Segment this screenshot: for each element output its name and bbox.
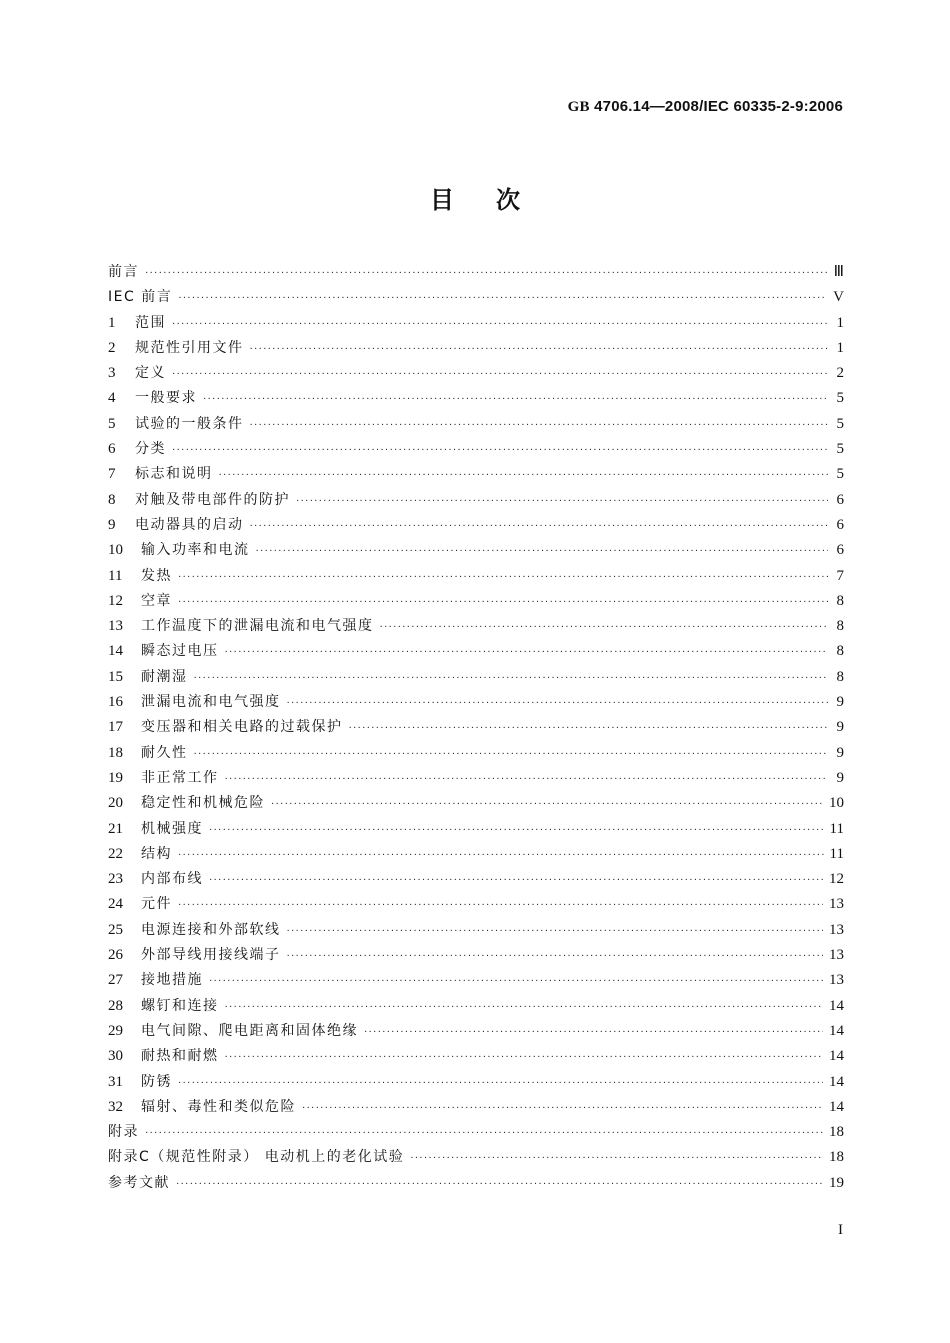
toc-dot-leader bbox=[209, 825, 824, 836]
toc-entry[interactable] bbox=[108, 438, 844, 463]
toc-dot-leader bbox=[302, 1103, 823, 1114]
toc-entry-page: 6 bbox=[836, 491, 844, 508]
toc-entry[interactable] bbox=[108, 514, 844, 539]
toc-entry-number: 7 bbox=[108, 466, 116, 483]
toc-entry-page: 18 bbox=[829, 1124, 844, 1141]
toc-entry-label: 内部布线 bbox=[141, 871, 203, 888]
toc-entry-page: 13 bbox=[829, 896, 844, 913]
toc-dot-leader bbox=[364, 1027, 823, 1038]
toc-entry[interactable] bbox=[108, 489, 844, 514]
toc-dot-leader bbox=[203, 394, 828, 405]
toc-entry-number: 13 bbox=[108, 618, 123, 635]
toc-entry-number: 12 bbox=[108, 592, 123, 609]
toc-entry[interactable] bbox=[108, 1121, 844, 1146]
toc-entry[interactable] bbox=[108, 767, 844, 792]
toc-entry-label: 分类 bbox=[135, 441, 166, 458]
toc-entry-label: 前言 bbox=[108, 264, 139, 280]
toc-entry-number: 4 bbox=[108, 390, 116, 407]
toc-entry-number: 21 bbox=[108, 820, 123, 837]
toc-entry[interactable] bbox=[108, 387, 844, 412]
toc-entry[interactable] bbox=[108, 565, 844, 590]
toc-entry-number: 2 bbox=[108, 339, 116, 356]
toc-entry-number: 31 bbox=[108, 1073, 123, 1090]
toc-entry-number: 3 bbox=[108, 365, 116, 382]
toc-entry-number: 1 bbox=[108, 314, 116, 331]
toc-dot-leader bbox=[178, 1078, 823, 1089]
page-title-char-2: 次 bbox=[496, 186, 520, 214]
toc-entry[interactable] bbox=[108, 691, 844, 716]
toc-dot-leader bbox=[225, 774, 829, 785]
toc-entry-number: 6 bbox=[108, 441, 116, 458]
toc-entry-page: 5 bbox=[836, 415, 844, 432]
toc-entry-number: 30 bbox=[108, 1048, 123, 1065]
toc-entry[interactable] bbox=[108, 413, 844, 438]
toc-entry[interactable] bbox=[108, 818, 844, 843]
toc-dot-leader bbox=[250, 521, 829, 532]
toc-entry[interactable] bbox=[108, 1020, 844, 1045]
toc-entry-page: 13 bbox=[829, 921, 844, 938]
toc-entry-page: 1 bbox=[836, 339, 844, 356]
toc-entry-label: 电动器具的启动 bbox=[135, 516, 244, 533]
toc-entry-label: 规范性引用文件 bbox=[135, 339, 244, 356]
toc-entry-label: 元件 bbox=[141, 896, 172, 913]
toc-dot-leader bbox=[256, 546, 829, 557]
toc-dot-leader bbox=[380, 622, 829, 633]
toc-entry-number: 16 bbox=[108, 694, 123, 711]
toc-entry-label: 耐潮湿 bbox=[141, 668, 188, 685]
toc-dot-leader bbox=[225, 1002, 824, 1013]
toc-entry[interactable] bbox=[108, 1045, 844, 1070]
toc-entry[interactable] bbox=[108, 919, 844, 944]
toc-dot-leader bbox=[225, 1052, 824, 1063]
toc-entry-number: 26 bbox=[108, 947, 123, 964]
toc-entry[interactable] bbox=[108, 312, 844, 337]
toc-entry-number: 8 bbox=[108, 491, 116, 508]
table-of-contents bbox=[108, 261, 844, 1197]
toc-entry-page: 6 bbox=[836, 516, 844, 533]
toc-entry[interactable] bbox=[108, 666, 844, 691]
toc-entry-label: 变压器和相关电路的过载保护 bbox=[141, 719, 343, 736]
toc-entry-page: 9 bbox=[836, 744, 844, 761]
toc-dot-leader bbox=[219, 470, 829, 481]
toc-entry[interactable] bbox=[108, 1146, 844, 1171]
toc-entry-page: 8 bbox=[836, 592, 844, 609]
toc-entry-number: 18 bbox=[108, 744, 123, 761]
toc-entry-label: 范围 bbox=[135, 314, 166, 331]
toc-entry-label: 螺钉和连接 bbox=[141, 997, 219, 1014]
toc-dot-leader bbox=[176, 1179, 823, 1190]
toc-dot-leader bbox=[296, 496, 828, 507]
toc-entry-page: 5 bbox=[836, 390, 844, 407]
toc-dot-leader bbox=[145, 268, 828, 279]
toc-entry-number: 11 bbox=[108, 567, 123, 584]
toc-entry-page: 5 bbox=[836, 466, 844, 483]
toc-dot-leader bbox=[250, 420, 829, 431]
toc-dot-leader bbox=[194, 673, 829, 684]
toc-entry-label: 接地措施 bbox=[141, 972, 203, 989]
toc-entry-label: 电源连接和外部软线 bbox=[141, 921, 281, 938]
toc-entry-page: 19 bbox=[829, 1174, 844, 1191]
toc-entry-label: 非正常工作 bbox=[141, 769, 219, 786]
toc-entry-label: 定义 bbox=[135, 365, 166, 382]
standard-prefix: GB bbox=[567, 99, 590, 115]
toc-entry[interactable] bbox=[108, 1096, 844, 1121]
toc-entry[interactable] bbox=[108, 716, 844, 741]
toc-entry-number: 15 bbox=[108, 668, 123, 685]
toc-entry[interactable] bbox=[108, 843, 844, 868]
toc-dot-leader bbox=[178, 850, 824, 861]
toc-entry-label: 标志和说明 bbox=[135, 466, 213, 483]
toc-entry-label: 一般要求 bbox=[135, 390, 197, 407]
standard-code: 4706.14—2008/IEC 60335-2-9:2006 bbox=[594, 98, 843, 115]
toc-dot-leader bbox=[172, 319, 828, 330]
toc-entry-label: 耐久性 bbox=[141, 744, 188, 761]
toc-entry-page: 9 bbox=[836, 769, 844, 786]
toc-entry-label: 辐射、毒性和类似危险 bbox=[141, 1098, 296, 1115]
toc-entry-label: 外部导线用接线端子 bbox=[141, 947, 281, 964]
toc-entry-label: 空章 bbox=[141, 592, 172, 609]
toc-entry[interactable] bbox=[108, 539, 844, 564]
toc-dot-leader bbox=[287, 698, 829, 709]
toc-entry[interactable] bbox=[108, 463, 844, 488]
toc-entry-label: 防锈 bbox=[141, 1073, 172, 1090]
toc-dot-leader bbox=[145, 1128, 823, 1139]
page-title bbox=[0, 180, 950, 215]
toc-entry[interactable] bbox=[108, 640, 844, 665]
toc-entry[interactable] bbox=[108, 1071, 844, 1096]
toc-entry[interactable] bbox=[108, 893, 844, 918]
toc-entry-page: 9 bbox=[836, 694, 844, 711]
toc-entry-page: 8 bbox=[836, 618, 844, 635]
toc-entry-number: 23 bbox=[108, 871, 123, 888]
toc-entry-number: 32 bbox=[108, 1098, 123, 1115]
toc-dot-leader bbox=[194, 749, 829, 760]
toc-entry-page: 11 bbox=[829, 845, 844, 862]
toc-entry[interactable] bbox=[108, 615, 844, 640]
toc-entry-page: 13 bbox=[829, 972, 844, 989]
toc-entry[interactable] bbox=[108, 337, 844, 362]
toc-entry-label: 试验的一般条件 bbox=[135, 415, 244, 432]
toc-entry-page: 1 bbox=[836, 314, 844, 331]
toc-entry[interactable] bbox=[108, 1172, 844, 1197]
toc-entry-number: 24 bbox=[108, 896, 123, 913]
toc-entry-page: 5 bbox=[836, 441, 844, 458]
toc-entry[interactable] bbox=[108, 261, 844, 286]
toc-entry-label: 工作温度下的泄漏电流和电气强度 bbox=[141, 618, 374, 635]
toc-entry-number: 22 bbox=[108, 845, 123, 862]
toc-dot-leader bbox=[225, 647, 829, 658]
toc-entry-number: 17 bbox=[108, 719, 123, 736]
toc-entry-page: 8 bbox=[836, 668, 844, 685]
toc-entry-number: 19 bbox=[108, 769, 123, 786]
toc-entry[interactable] bbox=[108, 792, 844, 817]
toc-entry[interactable] bbox=[108, 362, 844, 387]
toc-dot-leader bbox=[178, 293, 827, 304]
toc-entry-number: 9 bbox=[108, 516, 116, 533]
toc-dot-leader bbox=[209, 875, 823, 886]
toc-entry[interactable] bbox=[108, 944, 844, 969]
toc-entry-label: 参考文献 bbox=[108, 1174, 170, 1191]
page-title-char-1: 目 bbox=[430, 186, 454, 214]
toc-dot-leader bbox=[178, 900, 823, 911]
toc-dot-leader bbox=[178, 572, 828, 583]
toc-entry[interactable] bbox=[108, 590, 844, 615]
toc-entry-page: V bbox=[833, 289, 844, 306]
toc-entry-page: 7 bbox=[836, 567, 844, 584]
toc-entry-page: 14 bbox=[829, 1048, 844, 1065]
toc-entry-number: 10 bbox=[108, 542, 123, 559]
toc-entry-number: 29 bbox=[108, 1022, 123, 1039]
toc-entry[interactable] bbox=[108, 995, 844, 1020]
toc-entry-page: 14 bbox=[829, 1098, 844, 1115]
toc-entry-page: 9 bbox=[836, 719, 844, 736]
toc-dot-leader bbox=[410, 1153, 823, 1164]
toc-entry-page: 10 bbox=[829, 795, 844, 812]
toc-entry-page: 6 bbox=[836, 542, 844, 559]
toc-entry-page: 14 bbox=[829, 1073, 844, 1090]
toc-entry[interactable] bbox=[108, 286, 844, 311]
toc-entry-number: 5 bbox=[108, 415, 116, 432]
toc-entry-page: 14 bbox=[829, 997, 844, 1014]
toc-entry-label: 发热 bbox=[141, 567, 172, 584]
toc-dot-leader bbox=[209, 976, 823, 987]
toc-entry-label: 附录 bbox=[108, 1124, 139, 1141]
toc-dot-leader bbox=[172, 369, 828, 380]
toc-entry-page: 14 bbox=[829, 1022, 844, 1039]
toc-entry-number: 25 bbox=[108, 921, 123, 938]
toc-entry-label: 稳定性和机械危险 bbox=[141, 795, 265, 812]
page-number: I bbox=[838, 1222, 843, 1238]
toc-dot-leader bbox=[271, 799, 823, 810]
toc-dot-leader bbox=[287, 951, 824, 962]
toc-entry-label: 瞬态过电压 bbox=[141, 643, 219, 660]
toc-entry-page: 18 bbox=[829, 1149, 844, 1166]
toc-entry-label: 电气间隙、爬电距离和固体绝缘 bbox=[141, 1022, 358, 1039]
toc-entry-page: 2 bbox=[836, 365, 844, 382]
toc-entry-page: Ⅲ bbox=[833, 264, 844, 280]
toc-dot-leader bbox=[349, 723, 829, 734]
toc-entry-page: 11 bbox=[829, 820, 844, 837]
toc-entry-number: 14 bbox=[108, 643, 123, 660]
toc-entry-label: 对触及带电部件的防护 bbox=[135, 491, 290, 508]
toc-entry-page: 13 bbox=[829, 947, 844, 964]
toc-entry[interactable] bbox=[108, 868, 844, 893]
toc-entry-label: 附录C（规范性附录） 电动机上的老化试验 bbox=[108, 1149, 405, 1166]
toc-entry-label: 机械强度 bbox=[141, 820, 203, 837]
toc-entry-label: 输入功率和电流 bbox=[141, 542, 250, 559]
toc-entry-label: IEC 前言 bbox=[108, 289, 173, 306]
toc-dot-leader bbox=[287, 926, 824, 937]
toc-entry[interactable] bbox=[108, 969, 844, 994]
toc-dot-leader bbox=[172, 445, 828, 456]
toc-entry[interactable] bbox=[108, 742, 844, 767]
toc-dot-leader bbox=[250, 344, 829, 355]
toc-entry-number: 20 bbox=[108, 795, 123, 812]
toc-entry-number: 27 bbox=[108, 972, 123, 989]
toc-dot-leader bbox=[178, 597, 828, 608]
toc-entry-page: 12 bbox=[829, 871, 844, 888]
toc-entry-page: 8 bbox=[836, 643, 844, 660]
standard-code-header bbox=[568, 98, 843, 116]
toc-entry-number: 28 bbox=[108, 997, 123, 1014]
toc-entry-label: 结构 bbox=[141, 845, 172, 862]
toc-entry-label: 泄漏电流和电气强度 bbox=[141, 694, 281, 711]
toc-entry-label: 耐热和耐燃 bbox=[141, 1048, 219, 1065]
